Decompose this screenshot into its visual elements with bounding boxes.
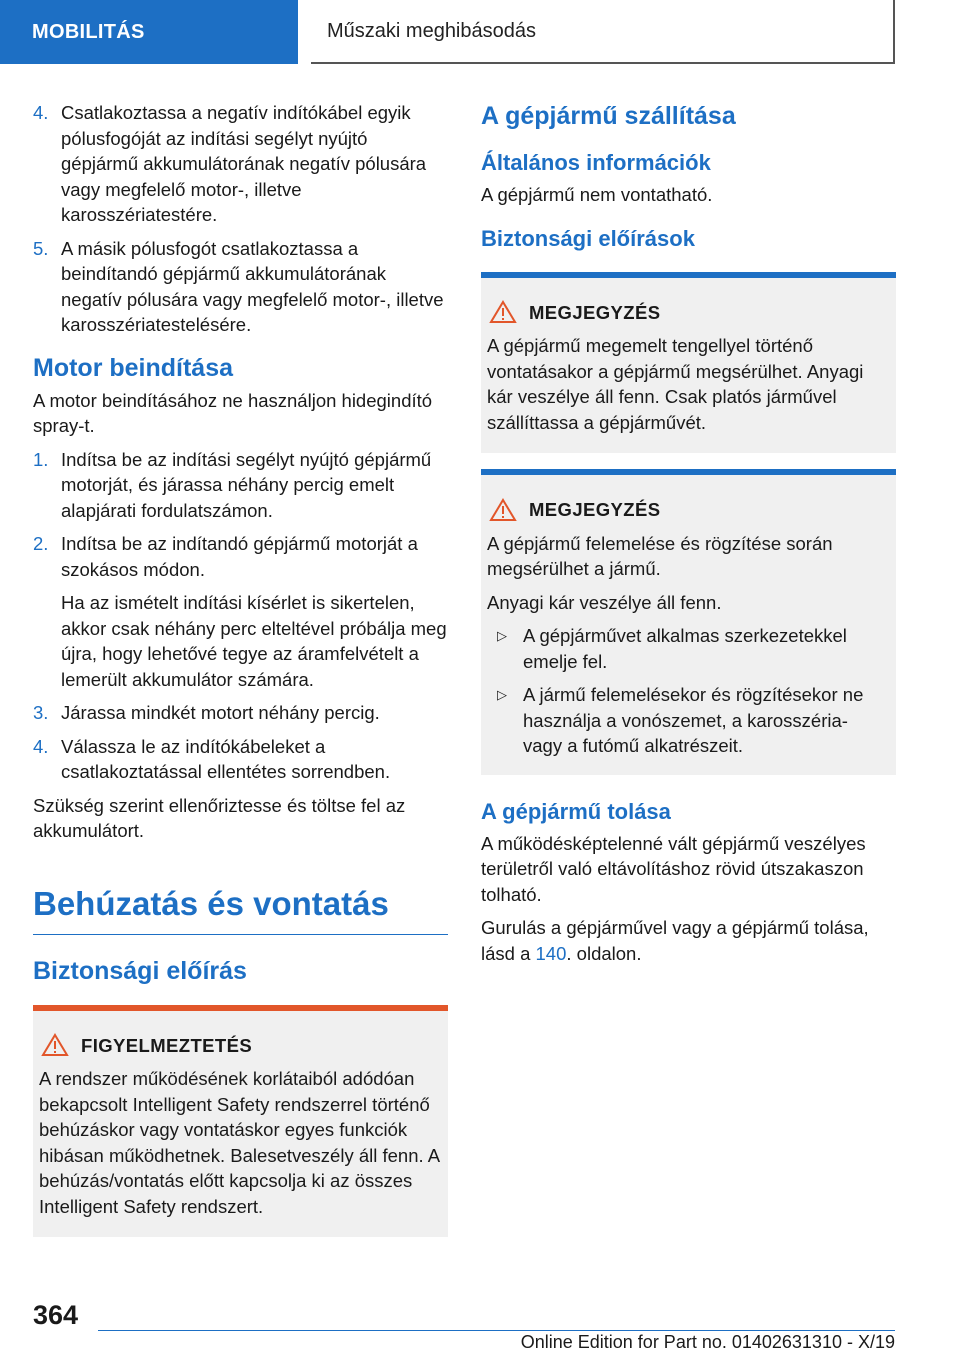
note-label: MEGJEGYZÉS <box>529 499 661 520</box>
motor-start-intro: A motor beindításához ne használjon hidegindító spray-t. <box>33 389 433 436</box>
left-column <box>33 100 448 1253</box>
list-item <box>33 100 448 228</box>
step-text: Indítsa be az indítási segélyt nyújtó gépjármű motorját, és járassa néhány percig emelt alapjárati fordulatszámon. <box>61 448 432 521</box>
list-item <box>33 531 448 692</box>
safety-rule-heading: Biztonsági előírás <box>33 956 247 985</box>
note-box-2 <box>481 469 896 775</box>
list-item <box>33 700 448 726</box>
list-item <box>33 447 448 524</box>
step-subtext: Ha az ismételt indítási kísérlet is sikertelen, akkor csak néhány perc elteltével próbálja meg újra, hogy lehetővé tegye az áramfelvételt a lemerült akkumulátor számára. <box>61 592 447 690</box>
motor-start-heading: Motor beindítása <box>33 353 234 382</box>
pushing-reference <box>481 915 896 966</box>
step-text: A másik pólusfogót csatlakoztassa a beindítandó gépjármű akkumulátorának negatív pólusára vagy megfelelő motor-, illetve karosszériatestelésére. <box>61 237 444 335</box>
bullet-text: A gépjárművet alkalmas szerkezetekkel emelje fel. <box>523 625 847 672</box>
general-info-text: A gépjármű nem vontatható. <box>481 184 713 205</box>
step-number: 1. <box>33 448 49 470</box>
note-text: Anyagi kár veszélye áll fenn. <box>487 591 722 613</box>
triangle-bullet-icon: ▷ <box>497 687 507 702</box>
footer-divider <box>98 1330 895 1331</box>
triangle-bullet-icon: ▷ <box>497 628 507 643</box>
general-info-heading: Általános információk <box>481 150 711 175</box>
step-text: Válassza le az indítókábeleket a csatlakoztatással ellentétes sorrendben. <box>61 735 391 782</box>
bullet-text: A jármű felemelésekor és rögzítésekor ne használja a vonószemet, a karosszéria- vagy a futómű alkatrészeit. <box>523 684 864 756</box>
list-item <box>33 236 448 338</box>
step-text: Indítsa be az indítandó gépjármű motorját a szokásos módon. <box>61 533 418 580</box>
warning-triangle-icon <box>489 498 517 522</box>
note-text: A gépjármű megemelt tengellyel történő vontatásakor a gépjármű megsérülhet. Anyagi kár veszélye áll fenn. Csak platós járművel szállíttassa a gépjárművét. <box>487 335 864 433</box>
reference-text: Gurulás a gépjárművel vagy a gépjármű tolása, lásd a <box>481 917 869 964</box>
reference-text: . oldalon. <box>566 942 642 964</box>
warning-box <box>33 1005 448 1238</box>
step-number: 2. <box>33 533 49 554</box>
header-section-tab: MOBILITÁS <box>0 0 298 64</box>
step-text: Járassa mindkét motort néhány percig. <box>61 702 380 723</box>
transport-heading: A gépjármű szállítása <box>481 102 736 130</box>
list-item <box>487 682 888 759</box>
right-column <box>481 100 896 974</box>
list-item <box>33 734 448 785</box>
step-number: 4. <box>33 735 49 757</box>
page-number: 364 <box>33 1300 79 1330</box>
towing-heading: Behúzatás és vontatás <box>33 884 448 935</box>
motor-start-outro: Szükség szerint ellenőriztesse és töltse fel az akkumulátort. <box>33 794 406 841</box>
step-number: 5. <box>33 237 49 259</box>
pushing-text: A működésképtelenné vált gépjármű veszélyes területről való eltávolításhoz rövid útszakaszon tolható. <box>481 832 866 905</box>
pushing-heading: A gépjármű tolása <box>481 798 671 824</box>
list-item <box>487 623 888 674</box>
step-number: 4. <box>33 102 49 123</box>
step-number: 3. <box>33 702 49 723</box>
header-chapter-title: Műszaki meghibásodás <box>311 0 895 64</box>
footer-edition: Online Edition for Part no. 01402631310 - X/19 <box>520 1332 895 1352</box>
page-link[interactable]: 140 <box>535 942 567 964</box>
note-text: A gépjármű felemelése és rögzítése során megsérülhet a jármű. <box>487 532 833 579</box>
note-box-1 <box>481 272 896 454</box>
warning-text: A rendszer működésének korlátaiból adódóan bekapcsolt Intelligent Safety rendszerrel történő behúzáskor vagy vontatáskor egyes funkciók hibásan működhetnek. Balesetveszély áll fenn. A behúzás/vontatás előtt kapcsolja ki az összes Intelligent Safety rendszert. <box>39 1068 440 1217</box>
warning-triangle-icon <box>489 300 517 324</box>
warning-label: FIGYELMEZTETÉS <box>81 1034 253 1056</box>
warning-triangle-icon <box>41 1033 69 1057</box>
note-label: MEGJEGYZÉS <box>529 301 661 323</box>
safety-rules-heading: Biztonsági előírások <box>481 225 695 251</box>
step-text: Csatlakoztassa a negatív indítókábel egyik pólusfogóját az indítási segélyt nyújtó gépjármű akkumulátorának negatív pólusára vagy megfelelő motor-, illetve karosszériatestére. <box>61 102 427 225</box>
